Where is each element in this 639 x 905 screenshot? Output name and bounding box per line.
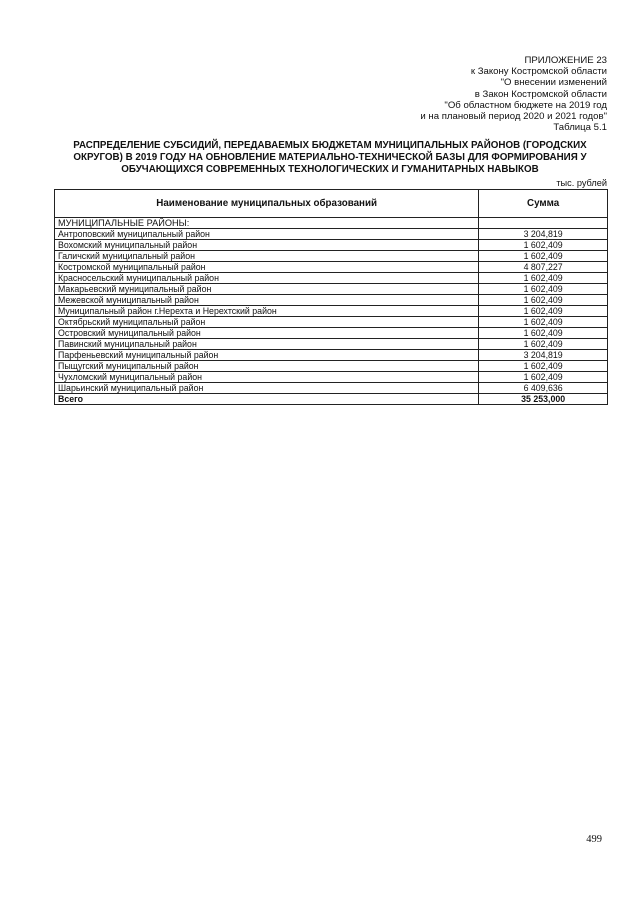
district-sum: 1 602,409 bbox=[479, 284, 608, 295]
table-row bbox=[55, 328, 608, 339]
district-sum: 1 602,409 bbox=[479, 339, 608, 350]
total-row bbox=[55, 394, 608, 405]
table-row bbox=[55, 339, 608, 350]
district-name: Муниципальный район г.Нерехта и Нерехтский район bbox=[55, 306, 479, 317]
district-sum: 3 204,819 bbox=[479, 229, 608, 240]
district-name: Пыщугский муниципальный район bbox=[55, 361, 479, 372]
district-name: Галичский муниципальный район bbox=[55, 251, 479, 262]
district-sum: 1 602,409 bbox=[479, 317, 608, 328]
annex-line: к Закону Костромской области bbox=[470, 66, 607, 78]
table-row bbox=[55, 251, 608, 262]
annex-line: ПРИЛОЖЕНИЕ 23 bbox=[524, 55, 607, 66]
district-sum: 1 602,409 bbox=[479, 306, 608, 317]
table-row bbox=[55, 350, 608, 361]
district-name: Красносельский муниципальный район bbox=[55, 273, 479, 284]
district-name: Павинский муниципальный район bbox=[55, 339, 479, 350]
district-sum: 1 602,409 bbox=[479, 361, 608, 372]
total-sum: 35 253,000 bbox=[479, 394, 608, 405]
title-line: ОБУЧАЮЩИХСЯ СОВРЕМЕННЫХ ТЕХНОЛОГИЧЕСКИХ И ГУМАНИТАРНЫХ НАВЫКОВ bbox=[121, 164, 539, 175]
district-sum: 1 602,409 bbox=[479, 295, 608, 306]
section-sum-empty bbox=[479, 218, 608, 229]
table-row bbox=[55, 240, 608, 251]
district-sum: 1 602,409 bbox=[479, 273, 608, 284]
district-name: Костромской муниципальный район bbox=[55, 262, 479, 273]
district-sum: 1 602,409 bbox=[479, 372, 608, 383]
title-line: ОКРУГОВ) В 2019 ГОДУ НА ОБНОВЛЕНИЕ МАТЕРИАЛЬНО-ТЕХНИЧЕСКОЙ БАЗЫ ДЛЯ ФОРМИРОВАНИЯ У bbox=[73, 152, 587, 163]
district-name: Чухломский муниципальный район bbox=[55, 372, 479, 383]
district-sum: 6 409,636 bbox=[479, 383, 608, 394]
district-name: Островский муниципальный район bbox=[55, 328, 479, 339]
title-line: РАСПРЕДЕЛЕНИЕ СУБСИДИЙ, ПЕРЕДАВАЕМЫХ БЮДЖЕТАМ МУНИЦИПАЛЬНЫХ РАЙОНОВ (ГОРОДСКИХ bbox=[73, 140, 587, 151]
table-row bbox=[55, 372, 608, 383]
annex-header bbox=[420, 55, 607, 133]
district-name: Вохомский муниципальный район bbox=[55, 240, 479, 251]
header-name: Наименование муниципальных образований bbox=[55, 190, 479, 218]
table-row bbox=[55, 262, 608, 273]
annex-line: и на плановый период 2020 и 2021 годов" bbox=[420, 111, 607, 123]
district-sum: 3 204,819 bbox=[479, 350, 608, 361]
district-sum: 1 602,409 bbox=[479, 328, 608, 339]
annex-line: в Закон Костромской области bbox=[474, 88, 607, 100]
table-row bbox=[55, 229, 608, 240]
district-sum: 4 807,227 bbox=[479, 262, 608, 273]
total-label: Всего bbox=[55, 394, 479, 405]
district-name: Парфеньевский муниципальный район bbox=[55, 350, 479, 361]
table-row bbox=[55, 361, 608, 372]
document-title bbox=[70, 140, 590, 176]
units-label: тыс. рублей bbox=[556, 178, 607, 188]
district-name: Антроповский муниципальный район bbox=[55, 229, 479, 240]
district-name: Макарьевский муниципальный район bbox=[55, 284, 479, 295]
section-label: МУНИЦИПАЛЬНЫЕ РАЙОНЫ: bbox=[55, 218, 479, 229]
table-row bbox=[55, 273, 608, 284]
district-name: Октябрьский муниципальный район bbox=[55, 317, 479, 328]
table-row bbox=[55, 383, 608, 394]
district-name: Межевской муниципальный район bbox=[55, 295, 479, 306]
page-number: 499 bbox=[586, 834, 602, 845]
subsidy-table bbox=[54, 189, 608, 405]
header-sum: Сумма bbox=[479, 190, 608, 218]
table-row bbox=[55, 284, 608, 295]
table-header-row bbox=[55, 190, 608, 218]
table-number: Таблица 5.1 bbox=[553, 122, 607, 134]
district-sum: 1 602,409 bbox=[479, 240, 608, 251]
table-row bbox=[55, 295, 608, 306]
annex-line: "Об областном бюджете на 2019 год bbox=[444, 99, 607, 111]
table-row bbox=[55, 306, 608, 317]
district-sum: 1 602,409 bbox=[479, 251, 608, 262]
table-row bbox=[55, 317, 608, 328]
annex-line: "О внесении изменений bbox=[500, 77, 607, 89]
district-name: Шарьинский муниципальный район bbox=[55, 383, 479, 394]
section-row bbox=[55, 218, 608, 229]
